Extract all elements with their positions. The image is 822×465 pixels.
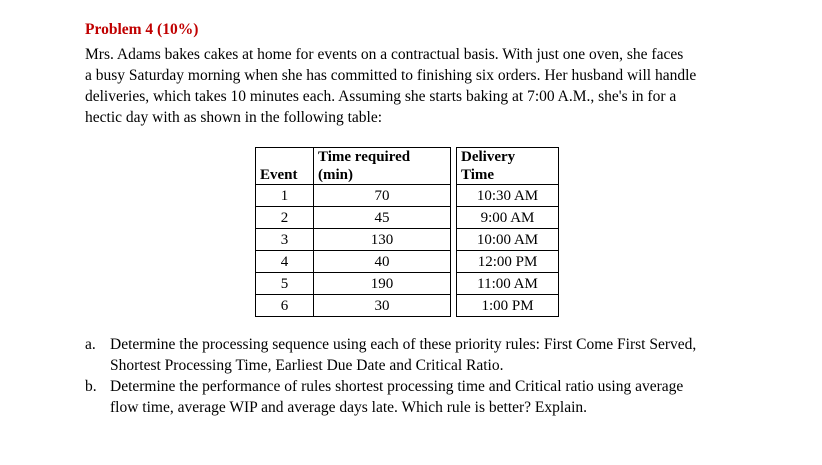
cell-delivery: 1:00 PM xyxy=(457,295,559,317)
cell-event: 1 xyxy=(256,185,314,207)
table-row xyxy=(256,273,559,295)
problem-title: Problem 4 (10%) xyxy=(85,21,199,38)
cell-event: 6 xyxy=(256,295,314,317)
description-line: deliveries, which takes 10 minutes each. Assuming she starts baking at 7:00 A.M., she's in for a xyxy=(85,88,677,105)
question-marker: b. xyxy=(85,378,97,395)
header-delivery-line2: Time xyxy=(461,167,495,183)
question-line: Determine the processing sequence using each of these priority rules: First Come First Served, xyxy=(110,336,697,353)
table-row xyxy=(256,295,559,317)
cell-event: 2 xyxy=(256,207,314,229)
problem-description xyxy=(85,44,757,128)
cell-event: 4 xyxy=(256,251,314,273)
question-a xyxy=(85,334,757,376)
table-row xyxy=(256,229,559,251)
description-line: a busy Saturday morning when she has committed to finishing six orders. Her husband will handle xyxy=(85,67,697,84)
table-row xyxy=(256,251,559,273)
cell-time: 70 xyxy=(314,185,451,207)
questions-list xyxy=(85,334,757,418)
cell-time: 40 xyxy=(314,251,451,273)
table-row xyxy=(256,185,559,207)
cell-delivery: 10:30 AM xyxy=(457,185,559,207)
cell-delivery: 10:00 AM xyxy=(457,229,559,251)
table-row xyxy=(256,207,559,229)
table-header-row xyxy=(256,148,559,185)
cell-delivery: 9:00 AM xyxy=(457,207,559,229)
question-line: flow time, average WIP and average days late. Which rule is better? Explain. xyxy=(110,399,588,416)
cell-delivery: 11:00 AM xyxy=(457,273,559,295)
cell-delivery: 12:00 PM xyxy=(457,251,559,273)
cell-event: 5 xyxy=(256,273,314,295)
question-line: Determine the performance of rules shortest processing time and Critical ratio using average xyxy=(110,378,684,395)
header-time-required-line1: Time required xyxy=(318,149,411,165)
question-b xyxy=(85,376,757,418)
description-line: hectic day with as shown in the following table: xyxy=(85,109,383,126)
header-time-required-line2: (min) xyxy=(318,167,353,183)
cell-time: 190 xyxy=(314,273,451,295)
cell-time: 45 xyxy=(314,207,451,229)
question-line: Shortest Processing Time, Earliest Due Date and Critical Ratio. xyxy=(110,357,504,374)
cell-event: 3 xyxy=(256,229,314,251)
header-delivery-time xyxy=(457,148,559,185)
header-event: Event xyxy=(256,148,314,185)
cell-time: 30 xyxy=(314,295,451,317)
cell-time: 130 xyxy=(314,229,451,251)
question-marker: a. xyxy=(85,336,96,353)
header-time-required xyxy=(314,148,451,185)
events-table xyxy=(255,147,559,317)
header-delivery-line1: Delivery xyxy=(461,149,516,165)
description-line: Mrs. Adams bakes cakes at home for events on a contractual basis. With just one oven, she faces xyxy=(85,46,684,63)
